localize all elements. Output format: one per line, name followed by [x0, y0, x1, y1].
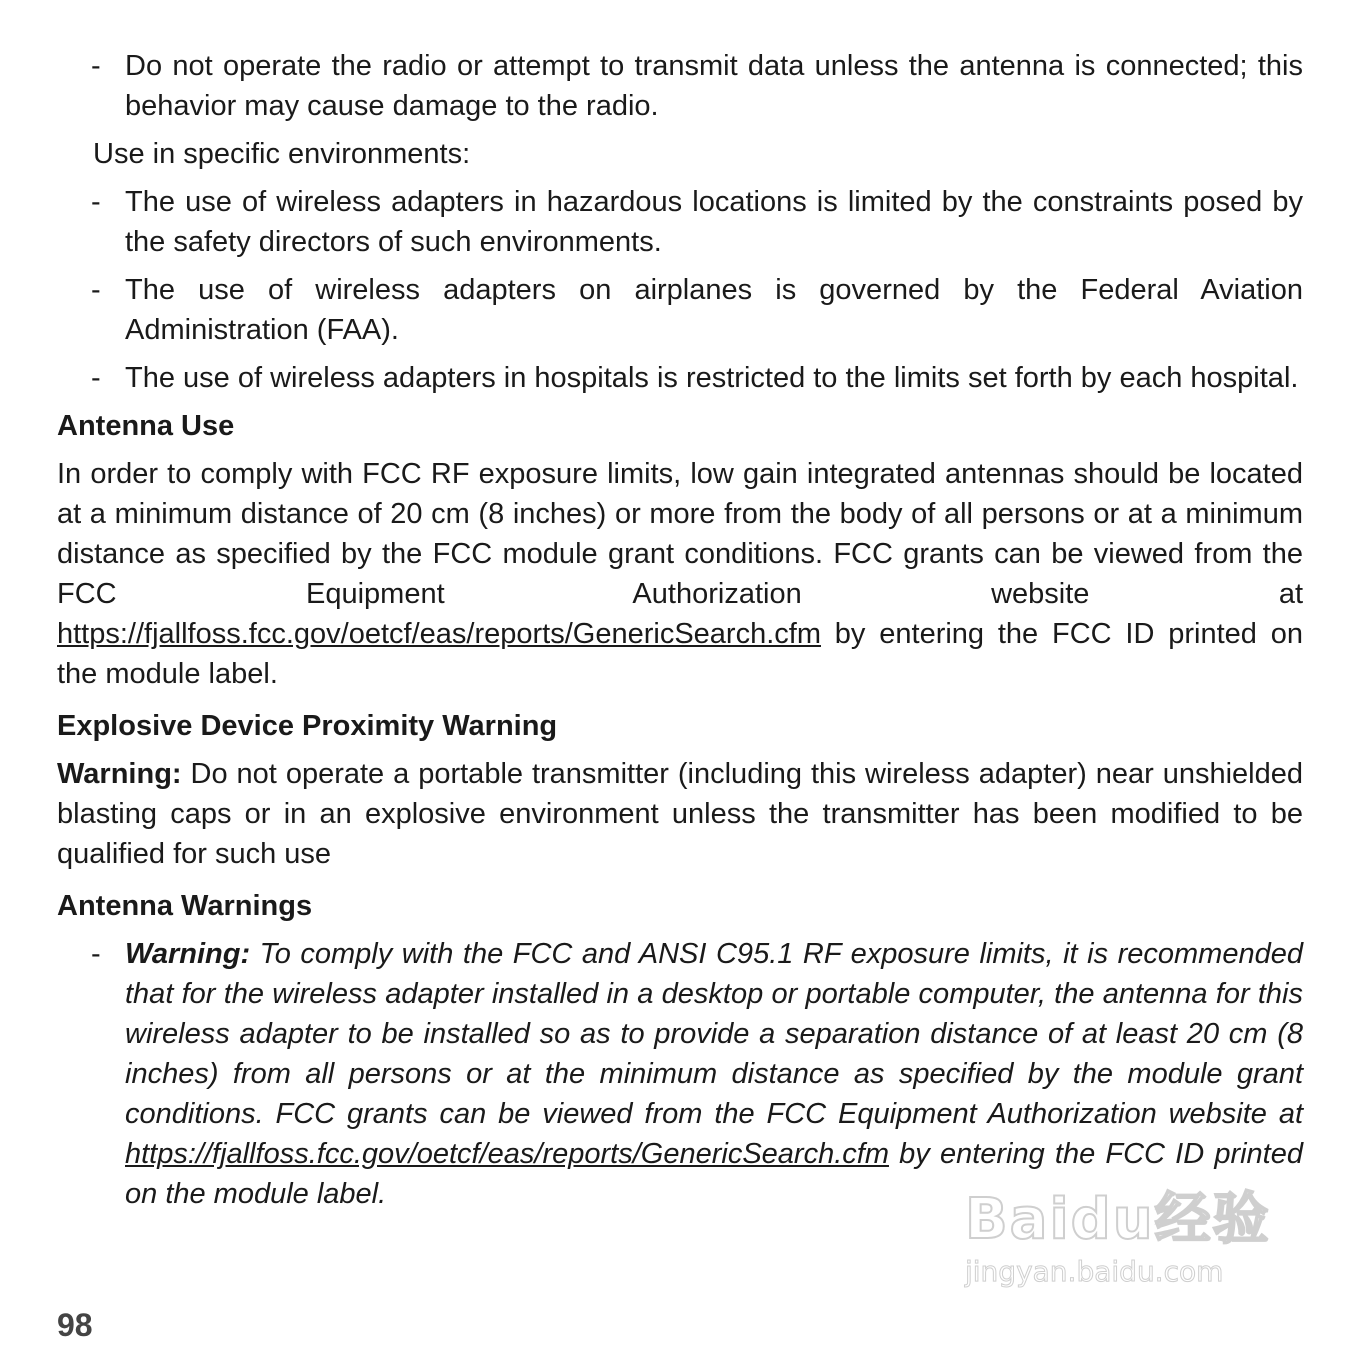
antenna-warnings-heading: Antenna Warnings — [57, 890, 313, 922]
explosive-warning-paragraph — [57, 754, 1303, 874]
fcc-search-link[interactable]: https://fjallfoss.fcc.gov/oetcf/eas/reports/GenericSearch.cfm — [57, 618, 821, 650]
antenna-warning-text-end: by entering the FCC ID printed on the module label. — [125, 1138, 1303, 1210]
explosive-warning-heading: Explosive Device Proximity Warning — [57, 710, 558, 742]
watermark-sub: jingyan.baidu.com — [965, 1255, 1224, 1288]
list-item — [57, 182, 1303, 262]
bullet-text: Do not operate the radio or attempt to transmit data unless the antenna is connected; this behavior may cause damage to the radio. — [125, 50, 1303, 122]
environments-heading: Use in specific environments: — [93, 138, 471, 170]
bullet-text: The use of wireless adapters in hazardous locations is limited by the constraints posed by the safety directors of such environments. — [125, 186, 1303, 258]
warning-label: Warning: — [125, 938, 251, 970]
bullet-text: The use of wireless adapters on airplanes is governed by the Federal Aviation Administration (FAA). — [125, 274, 1303, 346]
bullet-dash: - — [91, 274, 101, 306]
list-item — [57, 934, 1303, 1214]
bullet-text: The use of wireless adapters in hospitals is restricted to the limits set forth by each hospital. — [125, 362, 1299, 394]
bullet-dash: - — [91, 50, 101, 82]
antenna-use-heading: Antenna Use — [57, 410, 235, 442]
warning-label: Warning: — [57, 758, 182, 790]
list-item — [57, 358, 1303, 398]
antenna-use-text: In order to comply with FCC RF exposure limits, low gain integrated antennas should be located at a minimum distance of 20 cm (8 inches) or more from the body of all persons or at a minimum distance as specified by the FCC module grant conditions. FCC grants can be viewed from the FCC Equipment Authorization website at — [57, 458, 1303, 610]
document-page — [57, 46, 1303, 1222]
antenna-use-text-end: by entering the FCC ID printed on the module label. — [57, 618, 1303, 690]
list-item — [57, 270, 1303, 350]
bullet-dash: - — [91, 362, 101, 394]
bullet-dash: - — [91, 938, 101, 970]
watermark-main: Baidu经验 — [965, 1187, 1271, 1252]
page-number: 98 — [57, 1307, 93, 1343]
explosive-warning-text: Do not operate a portable transmitter (including this wireless adapter) near unshielded blasting caps or in an explosive environment unless the transmitter has been modified to be qualified for such use — [57, 758, 1303, 870]
baidu-watermark — [965, 1188, 1285, 1308]
fcc-search-link[interactable]: https://fjallfoss.fcc.gov/oetcf/eas/reports/GenericSearch.cfm — [125, 1138, 889, 1170]
bullet-dash: - — [91, 186, 101, 218]
antenna-warning-text: To comply with the FCC and ANSI C95.1 RF exposure limits, it is recommended that for the wireless adapter installed in a desktop or portable computer, the antenna for this wireless adapter to be installed so as to provide a separation distance of at least 20 cm (8 inches) from all persons or at the minimum distance as specified by the module grant conditions. FCC grants can be viewed from the FCC Equipment Authorization website at — [125, 938, 1303, 1130]
list-item — [57, 46, 1303, 126]
antenna-use-paragraph — [57, 454, 1303, 694]
